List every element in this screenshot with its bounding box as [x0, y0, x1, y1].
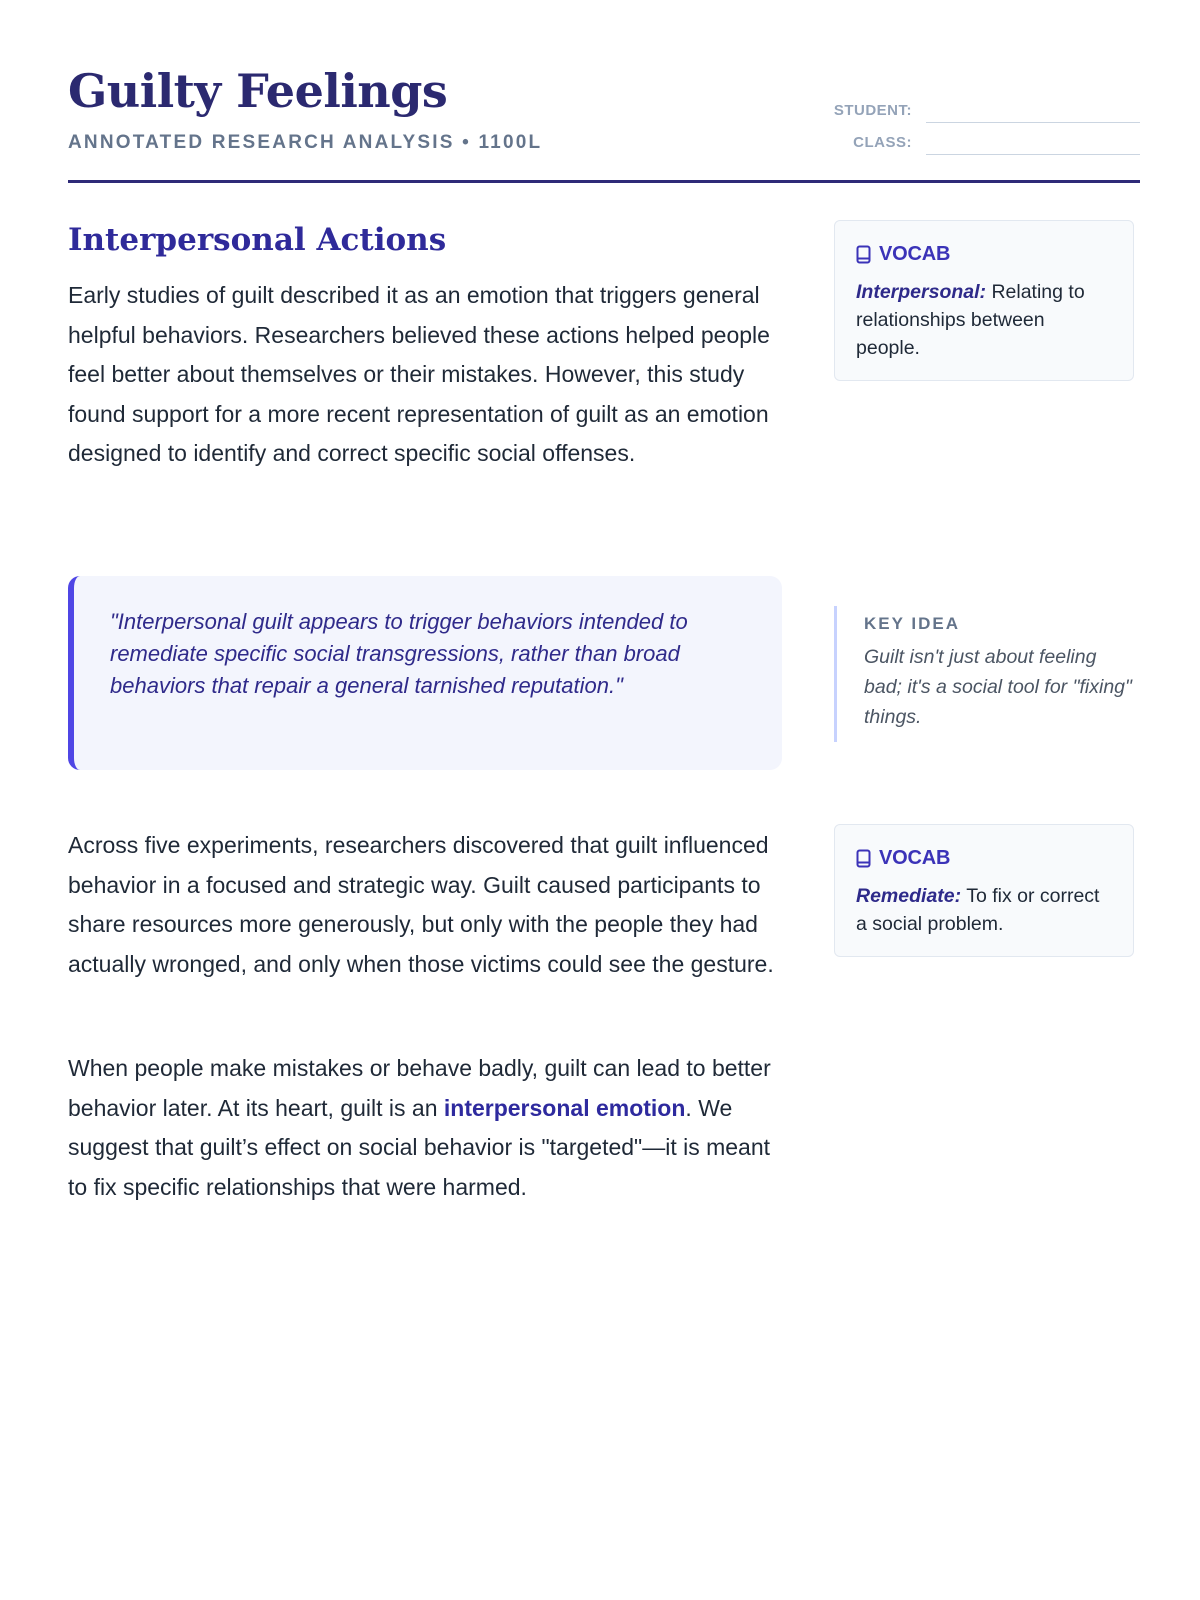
worksheet-header — [68, 64, 1140, 183]
vocab-term: Remediate: — [856, 885, 962, 907]
key-idea-label: KEY IDEA — [864, 614, 960, 633]
vocab-card-remediate — [834, 824, 1134, 957]
vocab-definition-text: Relating to relationships between people. — [856, 281, 1085, 359]
section-title: Interpersonal Actions — [68, 222, 447, 258]
class-label: CLASS: — [853, 134, 912, 151]
vocab-definition-text: To fix or correct a social problem. — [856, 885, 1100, 935]
class-name-field[interactable] — [926, 154, 1140, 155]
main-column — [68, 222, 782, 1200]
book-icon — [856, 245, 871, 264]
paragraph-2: Across five experiments, researchers discovered that guilt influenced behavior in a focused and strategic way. Guilt caused participants to share resources more generously, but only with the people they had actually wronged, and only when those victims could see the gesture. — [68, 832, 774, 977]
page-title: Guilty Feelings — [68, 64, 448, 118]
paragraph-3 — [68, 1049, 782, 1207]
vocab-definition — [856, 278, 1113, 362]
vocab-term: Interpersonal: — [856, 281, 987, 303]
class-row — [820, 134, 1140, 166]
book-icon — [856, 849, 871, 868]
paragraph-3-start: When people make mistakes or behave badly, guilt can lead to better behavior later. At its heart, guilt is an — [68, 1055, 771, 1121]
page-subtitle: ANNOTATED RESEARCH ANALYSIS • 1100L — [68, 132, 543, 153]
vocab-header — [856, 847, 1113, 870]
student-info — [820, 102, 1140, 166]
vocab-definition — [856, 882, 1113, 938]
vocab-header — [856, 243, 1113, 266]
key-idea-text: Guilt isn't just about feeling bad; it's a social tool for "fixing" things. — [864, 646, 1132, 728]
student-label: STUDENT: — [833, 102, 912, 119]
pull-quote — [68, 576, 782, 770]
paragraph-1: Early studies of guilt described it as an emotion that triggers general helpful behaviors. Researchers believed these actions helped people feel better about themselves or their mistakes. However, this study found support for a more recent representation of guilt as an emotion designed to identify and correct specific social offenses. — [68, 282, 770, 466]
vocab-label: VOCAB — [879, 847, 951, 869]
student-row — [820, 102, 1140, 134]
vocab-card-interpersonal — [834, 220, 1134, 381]
quote-text: "Interpersonal guilt appears to trigger behaviors intended to remediate specific social transgressions, rather than broad behaviors that repair a general tarnished reputation." — [110, 609, 688, 698]
highlighted-term: interpersonal emotion — [443, 1094, 686, 1121]
student-name-field[interactable] — [926, 122, 1140, 123]
vocab-label: VOCAB — [879, 243, 951, 265]
paragraph-3-end: . We suggest that guilt’s effect on social behavior is "targeted"—it is meant to fix specific relationships that were harmed. — [68, 1094, 771, 1200]
worksheet-page — [68, 0, 1140, 1600]
key-idea-note — [834, 606, 1134, 742]
